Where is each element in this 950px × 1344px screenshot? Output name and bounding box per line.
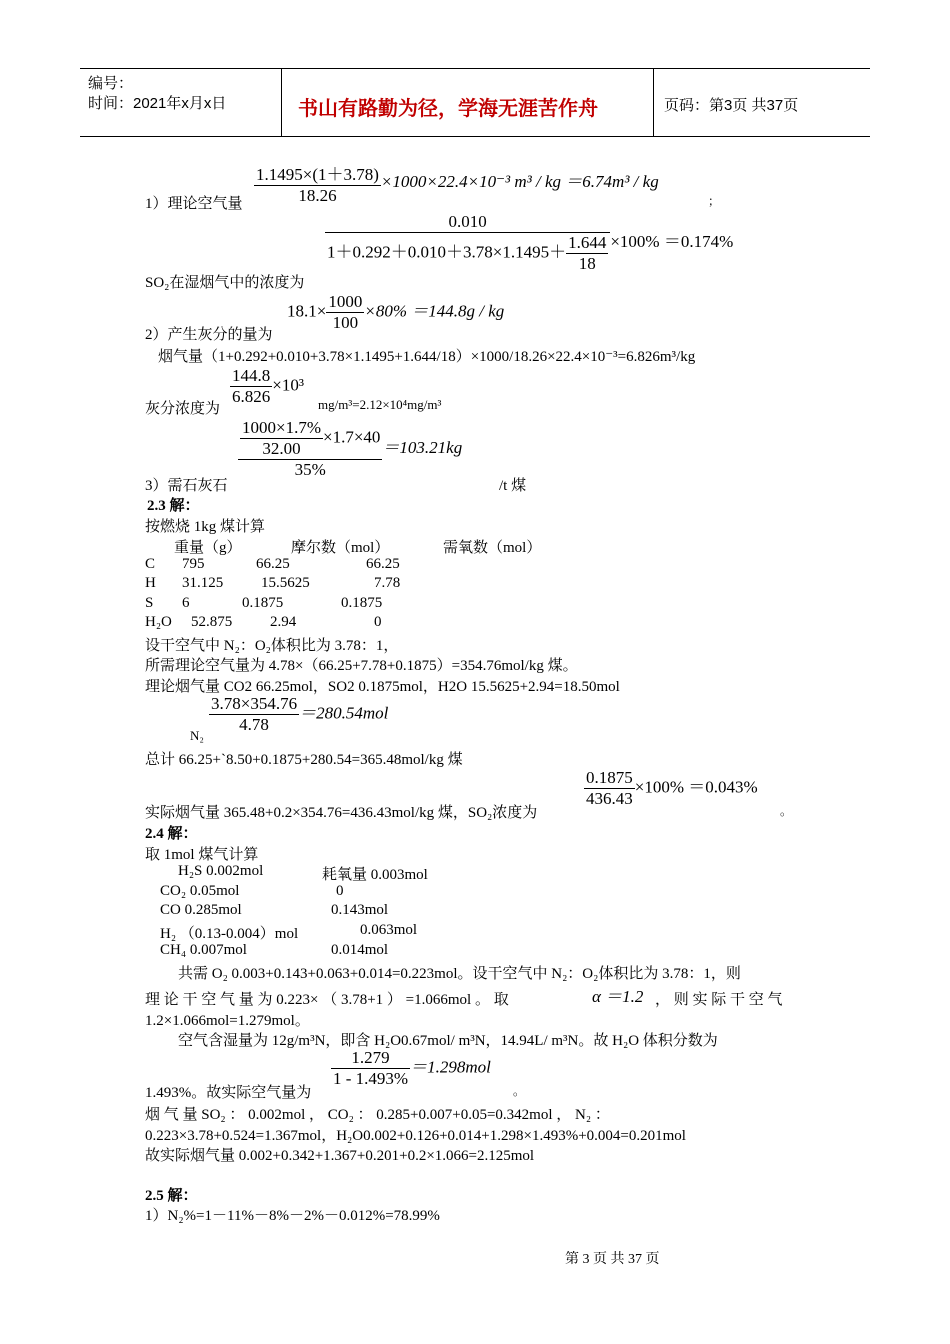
fraction-numerator: 1.1495×(1＋3.78): [254, 160, 381, 186]
fraction-denominator: 18: [578, 254, 596, 273]
doc-number-label: 编号：: [88, 75, 134, 92]
fraction-denominator: 32.00: [262, 439, 301, 458]
list-cell: 0.014mol: [331, 942, 389, 958]
list-cell: H₂S 0.002mol: [178, 863, 264, 879]
paragraph-line: 理 论 干 空 气 量 为 0.223× （ 3.78+1 ） =1.066mol 。 取: [145, 992, 509, 1008]
equation-tail: ×100% ＝0.174%: [610, 231, 734, 251]
fraction-denominator: 436.43: [586, 789, 633, 808]
fraction-denominator: 4.78: [239, 715, 269, 734]
table-cell: 2.94: [270, 614, 297, 630]
problem-title: 2.4 解：: [145, 826, 198, 842]
punctuation: ；: [708, 194, 721, 208]
equation-limestone: [238, 418, 462, 480]
punctuation: 。: [513, 1084, 526, 1098]
problem-title: 2.3 解：: [147, 498, 200, 514]
table-cell: S: [145, 595, 154, 611]
header-divider: [653, 69, 654, 136]
section-label: 3）需石灰石: [145, 478, 228, 494]
text-line: 取 1mol 煤气计算: [145, 847, 259, 863]
table-cell: 15.5625: [261, 575, 310, 591]
list-cell: H₂ （0.13-0.004）mol: [160, 926, 299, 942]
list-cell: CO₂ 0.05mol: [160, 883, 240, 899]
list-cell: 0.143mol: [331, 902, 389, 918]
paragraph-line: 故实际烟气量 0.002+0.342+1.367+0.201+0.2×1.066=2.125mol: [145, 1148, 535, 1164]
page-footer: 第 3 页 共 37 页: [565, 1252, 660, 1267]
section-label: 2）产生灰分的量为: [145, 327, 273, 343]
equation-tail: ×10³: [272, 375, 304, 395]
section-label: 灰分浓度为: [145, 401, 221, 417]
punctuation: 。: [780, 804, 793, 818]
equation-actual-air: [331, 1048, 491, 1089]
equation-result: ＝103.21kg: [382, 437, 463, 457]
fraction-numerator: 1000: [328, 292, 363, 311]
equation-label: N₂: [190, 728, 204, 743]
text-line: 总计 66.25+`8.50+0.1875+280.54=365.48mol/kg 煤: [145, 752, 463, 768]
equation-theoretical-air: [254, 160, 659, 206]
section-label: 1）理论空气量: [145, 196, 243, 212]
list-cell: 耗氧量 0.003mol: [322, 867, 428, 883]
table-cell: 66.25: [256, 556, 290, 572]
equation-middle: ×1.7×40: [323, 427, 381, 447]
paragraph-line: 烟 气 量 SO₂ ： 0.002mol ， CO₂ ： 0.285+0.007+0.05=0.342mol ， N₂ ：: [145, 1107, 610, 1123]
text-line: 实际烟气量 365.48+0.2×354.76=436.43mol/kg 煤，SO₂浓度为: [145, 805, 538, 821]
equation-tail: ×100% ＝0.043%: [634, 777, 758, 797]
equation-tail: ×80% ＝144.8g / kg: [364, 301, 505, 321]
unit-text: /t 煤: [499, 478, 527, 494]
text-line: 1）N₂%=1－11%－8%－2%－0.012%=78.99%: [145, 1208, 440, 1224]
doc-time: 时间：2021年x月x日: [88, 95, 227, 112]
fraction-numerator: 1000×1.7%: [242, 418, 321, 437]
fraction-numerator: 1.279: [331, 1048, 410, 1069]
equation-tail: ×1000×22.4×10⁻³ m³ / kg ＝6.74m³ / kg: [380, 171, 659, 191]
text-line: 设干空气中 N₂：O₂体积比为 3.78：1，: [145, 638, 399, 654]
table-cell: 0: [374, 614, 382, 630]
equation-ash-amount: [287, 292, 504, 333]
table-header-cell: 摩尔数（mol）: [291, 540, 390, 556]
list-cell: 0.063mol: [360, 922, 418, 938]
paragraph-line: 0.223×3.78+0.524=1.367mol，H₂O0.002+0.126+0.014+1.298×1.493%+0.004=0.201mol: [145, 1128, 686, 1144]
paragraph-line: 1.493%。故实际空气量为: [145, 1085, 312, 1101]
equation-n2: [209, 694, 388, 735]
text-line: 理论烟气量 CO2 66.25mol，SO2 0.1875mol，H2O 15.5625+2.94=18.50mol: [145, 679, 620, 695]
equation-result: ＝280.54mol: [299, 703, 389, 723]
list-cell: CO 0.285mol: [160, 902, 242, 918]
equation-so2-conc: [584, 768, 758, 809]
section-label: SO₂在湿烟气中的浓度为: [145, 275, 305, 291]
table-header-cell: 需氧数（mol）: [443, 540, 542, 556]
header-motto: 书山有路勤为径，学海无涯苦作舟: [298, 96, 598, 120]
equation-result: ＝1.298mol: [410, 1057, 491, 1077]
fraction-denominator: 1 - 1.493%: [333, 1069, 409, 1088]
table-cell: C: [145, 556, 156, 572]
text-line: 按燃烧 1kg 煤计算: [145, 519, 266, 535]
fraction-numerator: 3.78×354.76: [211, 694, 298, 713]
table-cell: 52.875: [191, 614, 233, 630]
table-cell: 795: [182, 556, 205, 572]
list-cell: CH₄ 0.007mol: [160, 942, 247, 958]
table-cell: 7.78: [374, 575, 401, 591]
fraction-denominator: 100: [332, 313, 359, 332]
alpha-value: α ＝1.2: [592, 987, 644, 1006]
equation-ash-concentration: [230, 366, 304, 407]
fraction-numerator: 144.8: [232, 366, 271, 385]
fraction-denominator: 6.826: [232, 387, 271, 406]
text-line: 所需理论空气量为 4.78×（66.25+7.78+0.1875）=354.76mol/kg 煤。: [145, 658, 578, 674]
paragraph-line: 共需 O₂ 0.003+0.143+0.063+0.014=0.223mol。设干空气中 N₂：O₂体积比为 3.78：1，则: [178, 966, 741, 982]
table-header-cell: 重量（g）: [174, 540, 242, 556]
fraction-numerator: 0.010: [325, 212, 610, 233]
fraction-denominator: 1＋0.292＋0.010＋3.78×1.1495＋: [327, 242, 567, 262]
problem-title: 2.5 解：: [145, 1188, 198, 1204]
paragraph-line: 1.2×1.066mol=1.279mol。: [145, 1013, 310, 1029]
page-indicator: 页码：第3页 共37页: [664, 97, 799, 114]
table-cell: H₂O: [145, 614, 172, 630]
equation-so2-concentration: [325, 212, 733, 274]
table-cell: 66.25: [366, 556, 400, 572]
table-cell: 0.1875: [341, 595, 383, 611]
fraction-denominator: 35%: [294, 460, 326, 479]
equation-prefix: 18.1×: [287, 301, 327, 321]
flue-gas-line: 烟气量（1+0.292+0.010+3.78×1.1495+1.644/18）×1000/18.26×22.4×10⁻³=6.826m³/kg: [158, 349, 696, 365]
list-cell: 0: [336, 883, 344, 899]
table-cell: 0.1875: [242, 595, 284, 611]
table-cell: 31.125: [182, 575, 224, 591]
table-cell: H: [145, 575, 156, 591]
table-cell: 6: [182, 595, 190, 611]
header-divider: [281, 69, 282, 136]
paragraph-line: ， 则 实 际 干 空 气: [655, 992, 783, 1008]
unit-text: mg/m³=2.12×10⁴mg/m³: [318, 397, 442, 412]
paragraph-line: 空气含湿量为 12g/m³N，即含 H₂O0.67mol/ m³N，14.94L/ m³N。故 H₂O 体积分数为: [178, 1033, 718, 1049]
fraction-denominator: 18.26: [298, 186, 337, 205]
fraction-numerator: 1.644: [568, 233, 607, 252]
fraction-numerator: 0.1875: [586, 768, 633, 787]
